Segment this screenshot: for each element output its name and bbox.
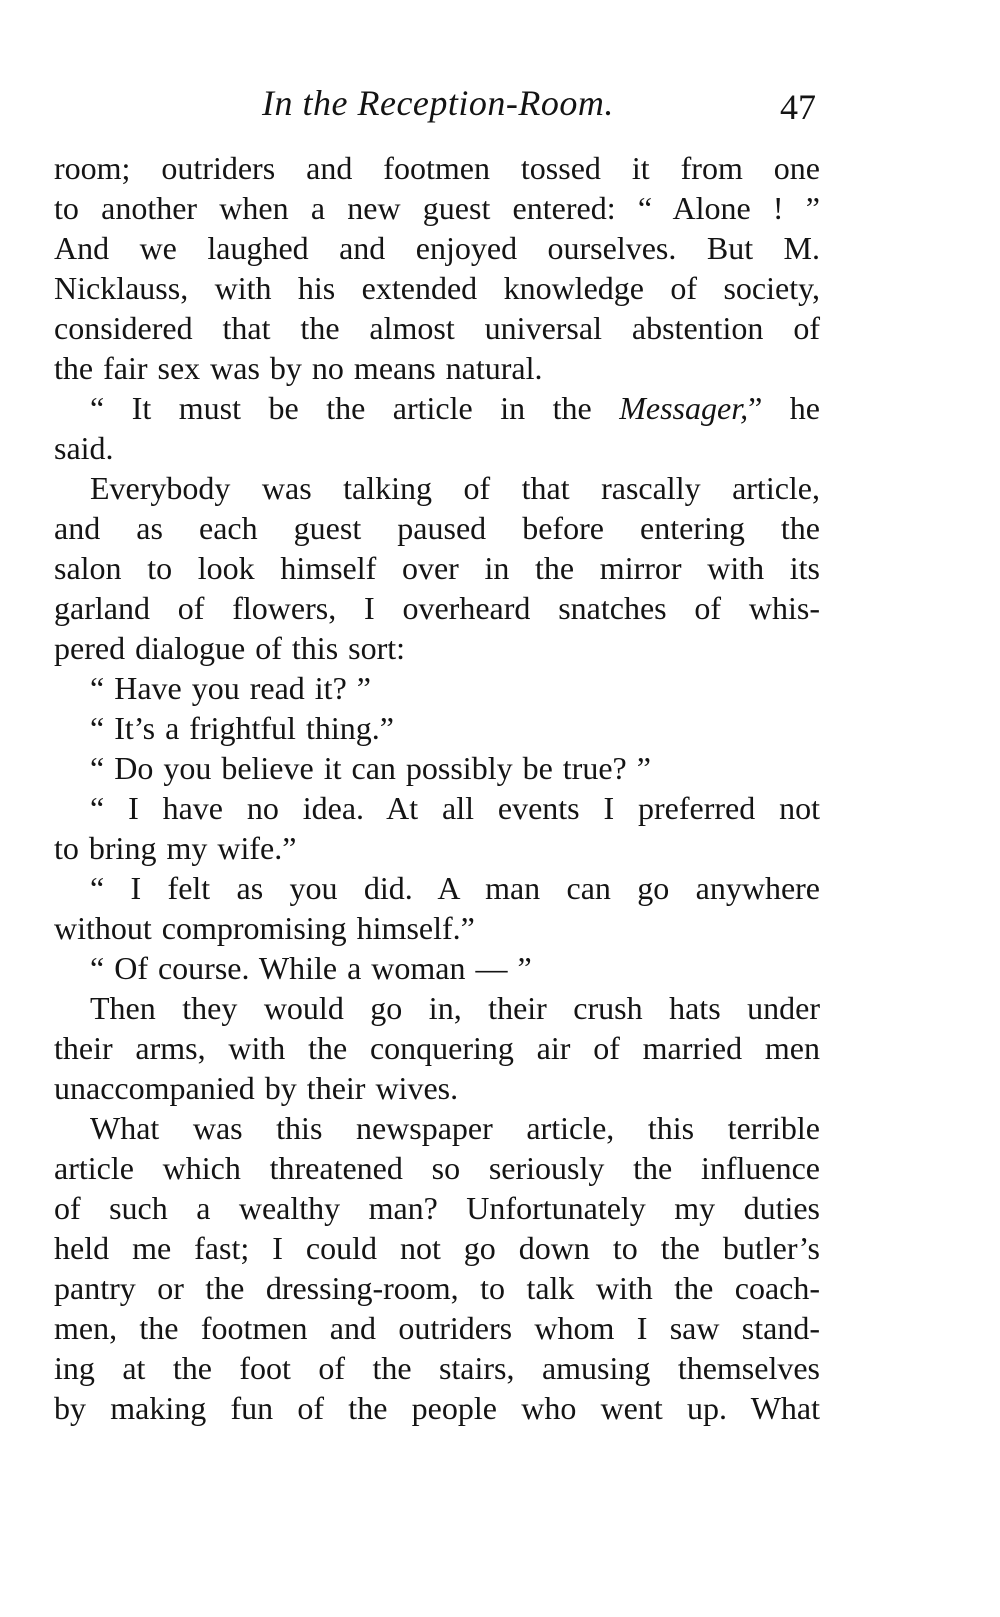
text-line: “ It’s a frightful thing.” xyxy=(90,710,394,746)
text-line: Then they would go in, their crush hats under xyxy=(90,990,820,1026)
text-line: to another when a new guest entered: “ Alone ! ” xyxy=(54,190,820,226)
text-segment: “ It must be the article in the xyxy=(90,390,620,426)
text-line: of such a wealthy man? Unfortunately my duties xyxy=(54,1190,820,1226)
text-line: said. xyxy=(54,430,114,466)
text-line: What was this newspaper article, this terrible xyxy=(90,1110,820,1146)
text-line: room; outriders and footmen tossed it from one xyxy=(54,150,820,186)
body-text xyxy=(54,148,820,1428)
text-line: Everybody was talking of that rascally article, xyxy=(90,470,820,506)
text-line: and as each guest paused before entering the xyxy=(54,510,820,546)
running-title: In the Reception-Room. xyxy=(262,83,614,123)
text-line: the fair sex was by no means natural. xyxy=(54,350,543,386)
text-line: held me fast; I could not go down to the butler’s xyxy=(54,1230,820,1266)
text-line: “ Of course. While a woman — ” xyxy=(90,950,532,986)
italic-title: Messager, xyxy=(619,390,749,426)
text-line: “ I felt as you did. A man can go anywhere xyxy=(90,870,820,906)
text-line: pered dialogue of this sort: xyxy=(54,630,406,666)
text-line: “ I have no idea. At all events I preferred not xyxy=(90,790,820,826)
text-line: article which threatened so seriously the influence xyxy=(54,1150,820,1186)
page-number: 47 xyxy=(780,87,816,127)
text-line: salon to look himself over in the mirror with its xyxy=(54,550,820,586)
text-line: by making fun of the people who went up. What xyxy=(54,1390,820,1426)
text-line: men, the footmen and outriders whom I saw stand- xyxy=(54,1310,820,1346)
text-line: “ Have you read it? ” xyxy=(90,670,371,706)
text-line: considered that the almost universal abstention of xyxy=(54,310,820,346)
text-segment: ” he xyxy=(748,390,821,426)
text-line: to bring my wife.” xyxy=(54,830,297,866)
text-line: ing at the foot of the stairs, amusing themselves xyxy=(54,1350,820,1386)
text-line xyxy=(54,388,820,428)
text-line: without compromising himself.” xyxy=(54,910,475,946)
text-line: Nicklauss, with his extended knowledge of society, xyxy=(54,270,820,306)
text-line: their arms, with the conquering air of married men xyxy=(54,1030,820,1066)
text-line: pantry or the dressing-room, to talk with the coach- xyxy=(54,1270,820,1306)
text-line: “ Do you believe it can possibly be true? ” xyxy=(90,750,651,786)
text-line: garland of flowers, I overheard snatches of whis- xyxy=(54,590,820,626)
text-line: unaccompanied by their wives. xyxy=(54,1070,459,1106)
text-line: And we laughed and enjoyed ourselves. But M. xyxy=(54,230,820,266)
